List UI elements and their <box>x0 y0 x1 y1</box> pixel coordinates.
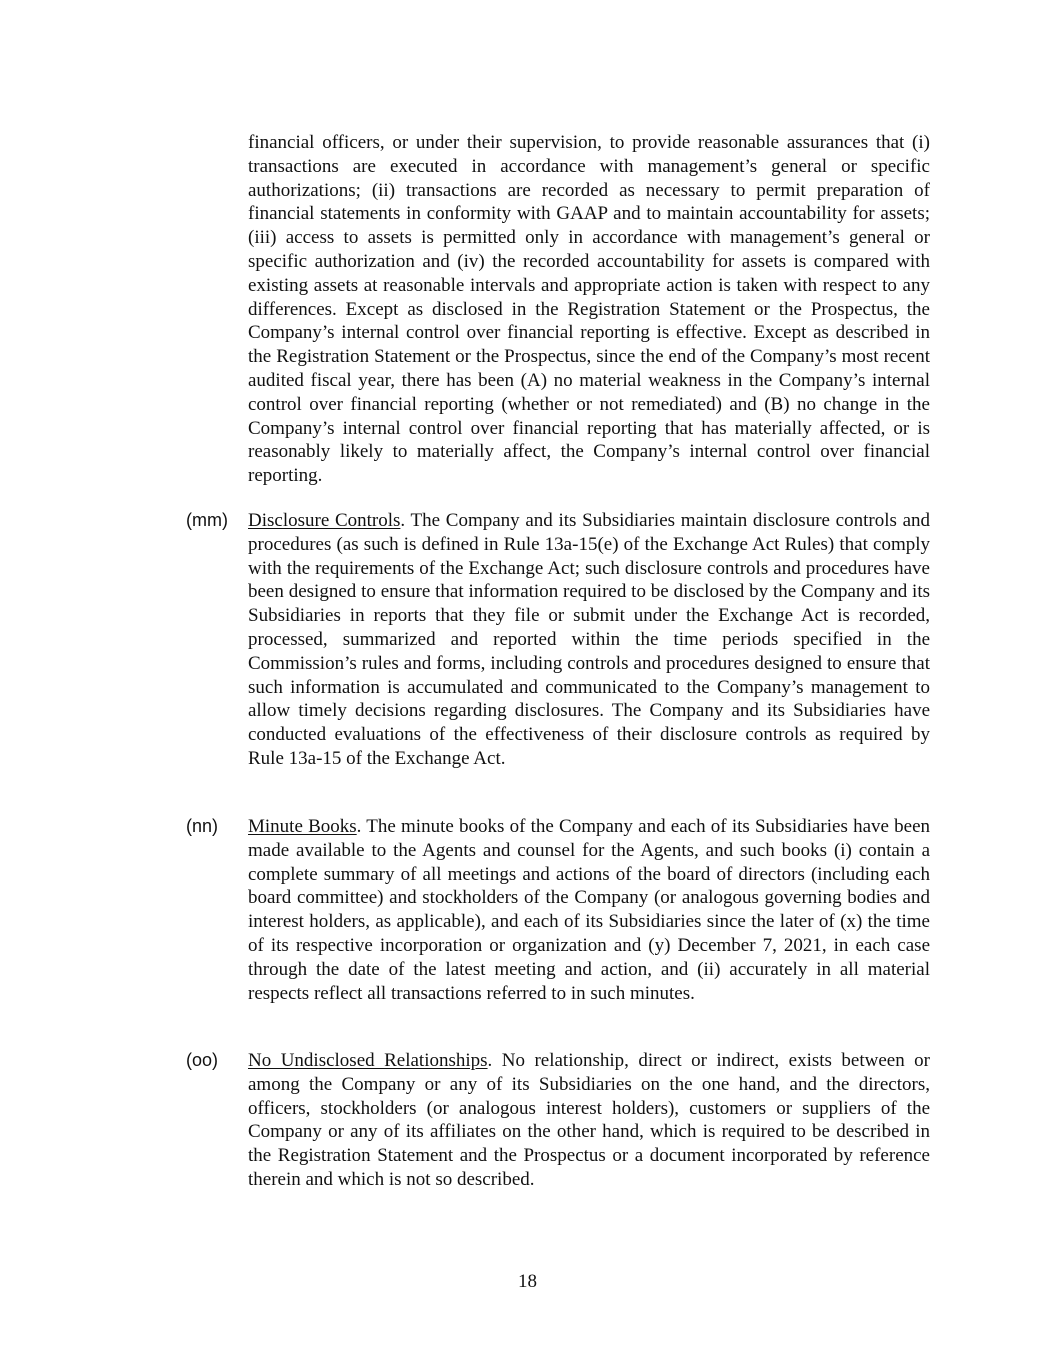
section-disclosure-controls <box>248 509 930 771</box>
section-minute-books <box>248 815 930 1005</box>
section-label-oo: (oo) <box>186 1050 219 1070</box>
section-no-undisclosed-relationships <box>248 1049 930 1192</box>
section-body-no-undisclosed-relationships: . No relationship, direct or indirect, exists between or among the Company or any of its Subsidiaries on the one hand, and the directors, officers, stockholders (or analogous interest holders), customers or suppliers of the Company or any of its affiliates on the other hand, which is required to be described in the Registration Statement and the Prospectus or a document incorporated by reference therein and which is not so described. <box>248 1050 930 1190</box>
section-body-minute-books: . The minute books of the Company and each of its Subsidiaries have been made available to the Agents and counsel for the Agents, and such books (i) contain a complete summary of all meetings and actions of the board of directors (including each board committee) and stockholders of the Company (or analogous governing bodies and interest holders, as applicable), and each of its Subsidiaries since the later of (x) the time of its respective incorporation or organization and (y) December 7, 2021, in each case through the date of the latest meeting and action, and (ii) accurately in all material respects reflect all transactions referred to in such minutes. <box>248 816 931 1004</box>
continued-paragraph: financial officers, or under their supervision, to provide reasonable assurances that (i) transactions are executed in accordance with management’s general or specific authorizations; (ii) transactions are recorded as necessary to permit preparation of financial statements in conformity with GAAP and to maintain accountability for assets; (iii) access to assets is permitted only in accordance with management’s general or specific authorization and (iv) the recorded accountability for assets is compared with existing assets at reasonable intervals and appropriate action is taken with respect to any differences. Except as disclosed in the Registration Statement or the Prospectus, the Company’s internal control over financial reporting is effective. Except as described in the Registration Statement or the Prospectus, since the end of the Company’s most recent audited fiscal year, there has been (A) no material weakness in the Company’s internal control over financial reporting (whether or not remediated) and (B) no change in the Company’s internal control over financial reporting that has materially affected, or is reasonably likely to materially affect, the Company’s internal control over financial reporting. <box>248 132 930 487</box>
section-label-mm: (mm) <box>186 510 228 530</box>
section-heading-disclosure-controls: Disclosure Controls <box>248 510 401 531</box>
section-label-nn: (nn) <box>186 816 219 836</box>
section-heading-no-undisclosed-relationships: No Undisclosed Relationships <box>248 1050 488 1071</box>
section-heading-minute-books: Minute Books <box>248 816 357 837</box>
page-number: 18 <box>518 1271 537 1292</box>
section-body-disclosure-controls: . The Company and its Subsidiaries maintain disclosure controls and procedures (as such is defined in Rule 13a-15(e) of the Exchange Act Rules) that comply with the requirements of the Exchange Act; such disclosure controls and procedures have been designed to ensure that information required to be disclosed by the Company and its Subsidiaries in reports that they file or submit under the Exchange Act is recorded, processed, summarized and reported within the time periods specified in the Commission’s rules and forms, including controls and procedures designed to ensure that such information is accumulated and communicated to the Company’s management to allow timely decisions regarding disclosures. The Company and its Subsidiaries have conducted evaluations of the effectiveness of their disclosure controls as required by Rule 13a-15 of the Exchange Act. <box>248 510 931 769</box>
